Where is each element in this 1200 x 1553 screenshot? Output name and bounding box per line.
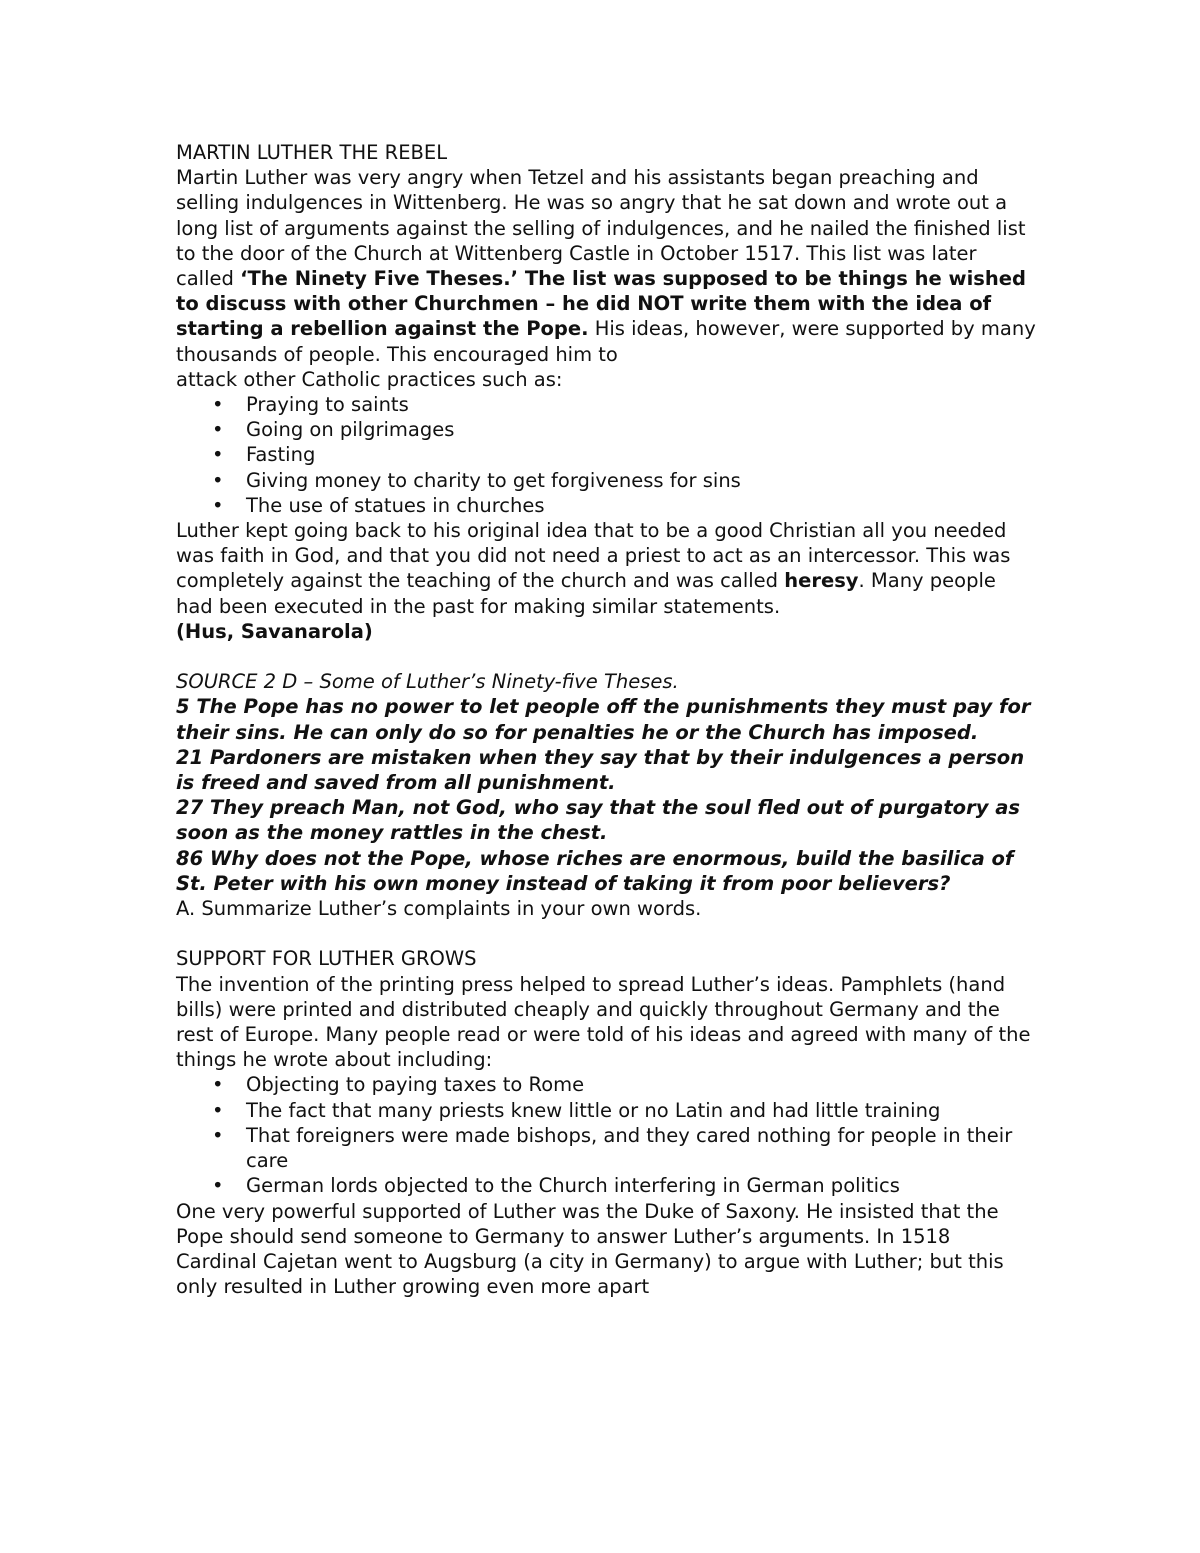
list-item: • That foreigners were made bishops, and they cared nothing for people in their care [176,1123,1036,1173]
spacer [176,921,1036,946]
rebel-intro-paragraph [176,165,1036,367]
thesis-item: 86 Why does not the Pope, whose riches are enormous, build the basilica of St. Peter with his own money instead of taking it from poor believers? [176,846,1014,895]
rebel-intro-continued: His ideas, however, were supported by many thousands of people. This encouraged him to [176,317,1036,366]
attack-practices-line: attack other Catholic practices such as: [176,367,563,391]
thesis-item: 27 They preach Man, not God, who say that the soul fled out of purgatory as soon as the money rattles in the chest. [176,796,1020,845]
list-item: • Giving money to charity to get forgiveness for sins [176,468,1036,493]
closing-paragraph: One very powerful supported of Luther was the Duke of Saxony. He insisted that the Pope should send someone to Germany to answer Luther’s arguments. In 1518 Cardinal Cajetan went to Augsburg (a city in Germany) to argue with Luther; but this only resulted in Luther growing even more apart [176,1199,1004,1299]
practices-list [176,392,1036,518]
list-item: • Fasting [176,442,1036,467]
support-intro-paragraph: The invention of the printing press helped to spread Luther’s ideas. Pamphlets (hand bills) were printed and distributed cheaply and quickly throughout Germany and the rest of Europe. Many people read or were told of his ideas and agreed with many of the things he wrote about including: [176,972,1031,1072]
list-item: • Objecting to paying taxes to Rome [176,1072,1036,1097]
list-item: • Praying to saints [176,392,1036,417]
thesis-item: 21 Pardoners are mistaken when they say that by their indulgences a person is freed and saved from all punishment. [176,745,1025,795]
heresy-word: heresy [784,569,859,593]
faith-paragraph [176,518,1036,619]
section-heading-support: SUPPORT FOR LUTHER GROWS [176,947,477,971]
thesis-item: 5 The Pope has no power to let people off the punishments they must pay for their sins. He can only do so for penalties he or the Church has imposed. [176,695,1031,744]
faith-text-end: . Many people had been executed in the past for making similar statements. [176,569,996,618]
source-title: SOURCE 2 D – Some of Luther’s Ninety-five Theses. [176,670,679,694]
rebel-intro-text: Martin Luther was very angry when Tetzel and his assistants began preaching and selling indulgences in Wittenberg. He was so angry that he sat down and wrote out a long list of arguments against the selling of indulgences, and he nailed the finished list to the door of the Church at Wittenberg Castle in October 1517. This list was later called [176,166,1026,291]
section-heading-rebel: MARTIN LUTHER THE REBEL [176,141,448,164]
list-item: • The fact that many priests knew little or no Latin and had little training [176,1098,1036,1123]
document-page [176,140,1036,1299]
faith-text: Luther kept going back to his original idea that to be a good Christian all you needed was faith in God, and that you did not need a priest to act as an intercessor. This was completely against the teaching of the church and was called [176,519,1011,593]
theses-bold-text: ‘The Ninety Five Theses.’ The list was supposed to be things he wished to discuss with other Churchmen – he did NOT write them with the idea of starting a rebellion against the Pope. [176,267,1026,341]
complaints-list [176,1072,1036,1198]
list-item: • Going on pilgrimages [176,417,1036,442]
list-item: • The use of statues in churches [176,493,1036,518]
list-item: • German lords objected to the Church interfering in German politics [176,1173,1036,1198]
heretic-examples: (Hus, Savanarola) [176,619,373,643]
spacer [176,644,1036,669]
summary-question: A. Summarize Luther’s complaints in your own words. [176,897,702,921]
